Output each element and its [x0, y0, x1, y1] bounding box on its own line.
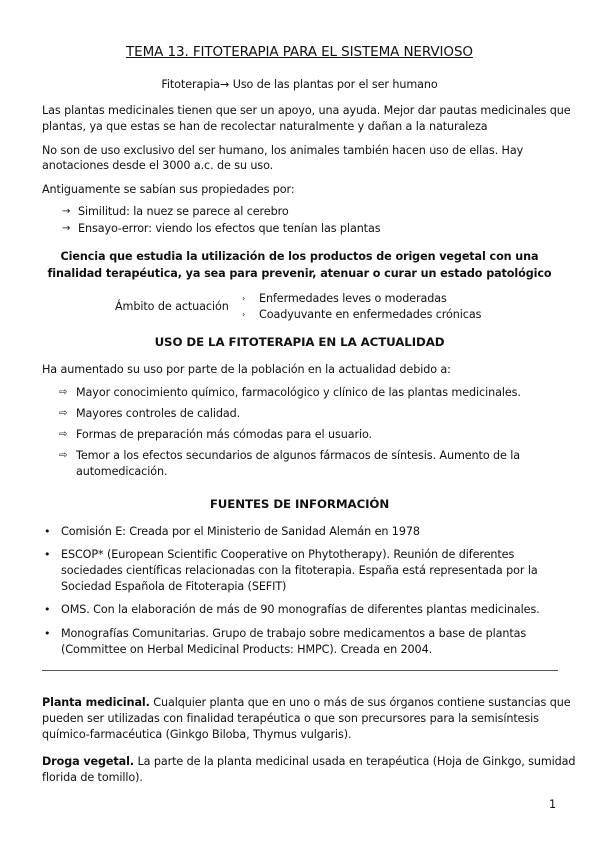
uso-item: Temor a los efectos secundarios de algunos fármacos de síntesis. Aumento de la — [76, 449, 521, 462]
arrow-icon: → — [62, 223, 71, 234]
planta-text: Cualquier planta que en uno o más de sus órganos contiene sustancias que — [149, 696, 571, 709]
para2-line2: anotaciones desde el 3000 a.c. de su uso. — [42, 159, 274, 172]
uso-item: Mayores controles de calidad. — [76, 407, 241, 420]
fuente-item: ESCOP* (European Scientific Cooperative on Phytotherapy). Reunión de diferentes — [61, 548, 515, 561]
scope-item: Coadyuvante en enfermedades crónicas — [259, 308, 482, 321]
bullet-icon: • — [44, 603, 51, 616]
page-title: TEMA 13. FITOTERAPIA PARA EL SISTEMA NERVIOSO — [126, 44, 473, 60]
fuente-item-line: (Committee on Herbal Medicinal Products: HMPC). Creada en 2004. — [61, 643, 433, 656]
para3: Antiguamente se sabían sus propiedades por: — [42, 183, 295, 196]
droga-definition-line2: florida de tomillo). — [42, 771, 143, 784]
hollow-arrow-icon: ⇨ — [59, 450, 68, 461]
fuente-item: Monografías Comunitarias. Grupo de trabajo sobre medicamentos a base de plantas — [61, 627, 527, 640]
hollow-arrow-icon: ⇨ — [59, 408, 68, 419]
para1-line1: Las plantas medicinales tienen que ser un apoyo, una ayuda. Mejor dar pautas medicinales que — [42, 104, 571, 117]
uso-intro: Ha aumentado su uso por parte de la población en la actualidad debido a: — [42, 363, 451, 376]
hollow-arrow-icon: ⇨ — [59, 387, 68, 398]
fuente-item: Comisión E: Creada por el Ministerio de Sanidad Alemán en 1978 — [61, 525, 420, 538]
fuente-item: OMS. Con la elaboración de más de 90 monografías de diferentes plantas medicinales. — [61, 603, 540, 616]
uso-item: Mayor conocimiento químico, farmacológico y clínico de las plantas medicinales. — [76, 386, 521, 399]
fuente-item-line: Sociedad Española de Fitoterapia (SEFIT) — [61, 580, 287, 593]
bullet-icon: • — [44, 548, 51, 561]
subtitle: Fitoterapia→ Uso de las plantas por el ser humano — [161, 78, 438, 91]
definition-line1: Ciencia que estudia la utilización de los productos de origen vegetal con una — [60, 250, 539, 263]
heading-uso: USO DE LA FITOTERAPIA EN LA ACTUALIDAD — [154, 335, 445, 349]
planta-term: Planta medicinal. — [42, 696, 150, 709]
horizontal-rule — [42, 670, 558, 671]
uso-item-continued: automedicación. — [76, 465, 168, 478]
scope-label: Ámbito de actuación — [115, 300, 229, 313]
droga-term: Droga vegetal. — [42, 755, 135, 768]
para1-line2: plantas, ya que estas se han de recolectar naturalmente y dañan a la naturaleza — [42, 120, 488, 133]
uso-item: Formas de preparación más cómodas para el usuario. — [76, 428, 372, 441]
droga-definition-line1 — [42, 754, 575, 769]
page-number: 1 — [549, 798, 557, 811]
property-item: Similitud: la nuez se parece al cerebro — [78, 205, 289, 218]
para2-line1: No son de uso exclusivo del ser humano, los animales también hacen uso de ellas. Hay — [42, 144, 524, 157]
scope-item: Enfermedades leves o moderadas — [259, 292, 447, 305]
property-item: Ensayo-error: viendo los efectos que tenían las plantas — [78, 222, 381, 235]
bullet-icon: • — [44, 627, 51, 640]
chevron-right-icon: › — [242, 294, 246, 303]
arrow-icon: → — [62, 206, 71, 217]
bullet-icon: • — [44, 525, 51, 538]
planta-definition-line3: químico-farmacéutica (Ginkgo Biloba, Thymus vulgaris). — [42, 728, 352, 741]
fuente-item-line: sociedades científicas relacionadas con la fitoterapia. España está representada por la — [61, 564, 538, 577]
droga-text: La parte de la planta medicinal usada en terapéutica (Hoja de Ginkgo, sumidad — [134, 755, 576, 768]
planta-definition-line2: pueden ser utilizadas con finalidad terapéutica o que son precursores para la semisíntesis — [42, 712, 539, 725]
chevron-right-icon: › — [242, 310, 246, 319]
hollow-arrow-icon: ⇨ — [59, 429, 68, 440]
planta-definition-line1 — [42, 695, 571, 710]
heading-fuentes: FUENTES DE INFORMACIÓN — [209, 497, 390, 511]
definition-line2: finalidad terapéutica, ya sea para prevenir, atenuar o curar un estado patológico — [47, 267, 552, 280]
